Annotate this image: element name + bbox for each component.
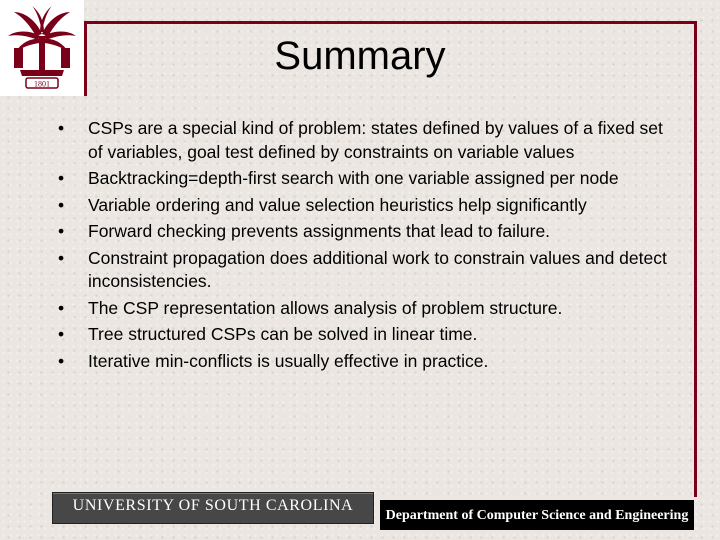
bullet-text: Forward checking prevents assignments that lead to failure. [88, 221, 551, 241]
slide-title [0, 34, 720, 79]
university-footer-banner [52, 492, 374, 524]
frame-top-border [84, 21, 697, 24]
slide-title-text: Summary [274, 34, 446, 78]
frame-right-border [694, 21, 697, 497]
logo-seal-text: 1801 [34, 79, 50, 89]
list-item [56, 247, 672, 294]
list-item [56, 297, 672, 321]
bullet-dot: • [58, 350, 65, 371]
bullet-dot: • [58, 324, 65, 344]
list-item [56, 220, 672, 244]
list-item [56, 194, 672, 218]
list-item [56, 117, 672, 164]
bullet-text: CSPs are a special kind of problem: states defined by values of a fixed set of variables, goal test defined by constraints on variable values [88, 118, 663, 162]
bullet-text: The CSP representation allows analysis of problem structure. [88, 297, 563, 318]
bullet-dot: • [58, 247, 65, 268]
university-name: UNIVERSITY OF SOUTH CAROLINA [72, 497, 354, 514]
bullet-dot: • [58, 297, 65, 318]
bullet-text: Tree structured CSPs can be solved in linear time. [88, 324, 478, 344]
bullet-dot: • [58, 118, 65, 138]
department-name: Department of Computer Science and Engineering [385, 508, 689, 523]
bullet-text: Variable ordering and value selection heuristics help significantly [88, 194, 587, 215]
bullet-text: Constraint propagation does additional work to constrain values and detect inconsistencies. [88, 247, 667, 291]
bullet-dot: • [58, 168, 65, 188]
list-item [56, 323, 672, 347]
bullet-list [56, 117, 672, 376]
bullet-dot: • [58, 221, 65, 241]
bullet-text: Backtracking=depth-first search with one variable assigned per node [88, 168, 619, 188]
department-footer-banner [380, 500, 694, 530]
list-item [56, 167, 672, 191]
bullet-dot: • [58, 194, 65, 215]
list-item [56, 350, 672, 374]
bullet-text: Iterative min-conflicts is usually effective in practice. [88, 350, 489, 371]
